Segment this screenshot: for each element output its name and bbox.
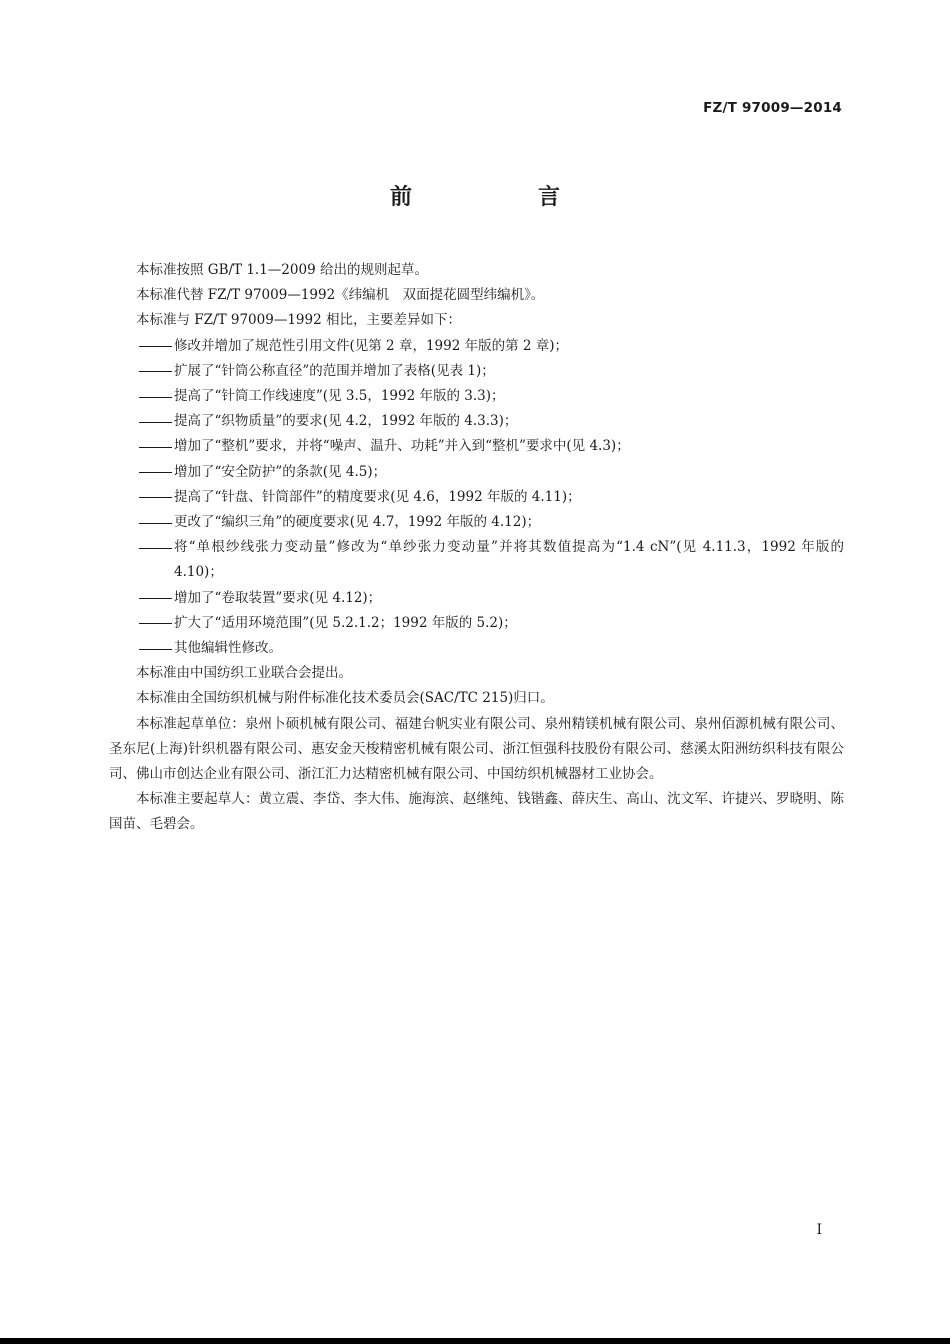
- committee-paragraph: 本标准由全国纺织机械与附件标准化技术委员会(SAC/TC 215)归口。: [136, 690, 554, 707]
- list-item: 增加了“整机”要求，并将“噪声、温升、功耗”并入到“整机”要求中(见 4.3)；: [109, 434, 844, 459]
- drafting-units-paragraph: 本标准起草单位：泉州卜硕机械有限公司、福建台帆实业有限公司、泉州精镁机械有限公司、泉州佰源机械有限公司、圣东尼(上海)针织机器有限公司、惠安金天梭精密机械有限公司、浙江恒强科技股份有限公司、慈溪太阳洲纺织科技有限公司、佛山市创达企业有限公司、浙江汇力达精密机械有限公司、中国纺织机械器材工业协会。: [109, 715, 844, 783]
- list-item: 扩大了“适用环境范围”(见 5.2.1.2；1992 年版的 5.2)；: [109, 611, 844, 636]
- page-number: I: [816, 1222, 822, 1238]
- replacement-paragraph: 本标准代替 FZ/T 97009—1992《纬编机 双面提花圆型纬编机》。: [136, 287, 545, 304]
- drafting-rule-paragraph: 本标准按照 GB/T 1.1—2009 给出的规则起草。: [136, 262, 428, 278]
- list-item: 将“单根纱线张力变动量”修改为“单纱张力变动量”并将其数值提高为“1.4 cN”(见 4.11.3，1992 年版的 4.10)；: [109, 535, 844, 585]
- dash-marker: [139, 422, 172, 423]
- list-item: 提高了“针盘、针筒部件”的精度要求(见 4.6，1992 年版的 4.11)；: [109, 485, 844, 510]
- dash-marker: [139, 523, 172, 524]
- dash-marker: [139, 598, 172, 599]
- dash-marker: [139, 447, 172, 448]
- standard-code: FZ/T 97009—2014: [703, 100, 842, 116]
- differences-intro-paragraph: 本标准与 FZ/T 97009—1992 相比，主要差异如下：: [136, 312, 461, 329]
- page-title: 前 言: [389, 185, 612, 210]
- dash-marker: [139, 371, 172, 372]
- dash-marker: [139, 497, 172, 498]
- proposer-paragraph: 本标准由中国纺织工业联合会提出。: [136, 665, 352, 682]
- list-item: 修改并增加了规范性引用文件(见第 2 章，1992 年版的第 2 章)；: [109, 334, 844, 359]
- foreword-body: [109, 258, 844, 838]
- drafters-paragraph: 本标准主要起草人：黄立震、李岱、李大伟、施海滨、赵继纯、钱锴鑫、薛庆生、高山、沈文军、许捷兴、罗晓明、陈国苗、毛碧会。: [109, 791, 844, 833]
- dash-marker: [139, 346, 172, 347]
- bottom-edge-bar: [0, 1338, 950, 1344]
- dash-marker: [139, 649, 172, 650]
- list-item: 增加了“安全防护”的条款(见 4.5)；: [109, 460, 844, 485]
- list-item: 其他编辑性修改。: [109, 636, 844, 661]
- list-item: 提高了“针筒工作线速度”(见 3.5，1992 年版的 3.3)；: [109, 384, 844, 409]
- list-item: 增加了“卷取装置”要求(见 4.12)；: [109, 586, 844, 611]
- list-item: 提高了“织物质量”的要求(见 4.2，1992 年版的 4.3.3)；: [109, 409, 844, 434]
- dash-marker: [139, 397, 172, 398]
- changes-list: [109, 334, 844, 662]
- dash-marker: [139, 548, 172, 549]
- list-item: 扩展了“针筒公称直径”的范围并增加了表格(见表 1)；: [109, 359, 844, 384]
- dash-marker: [139, 472, 172, 473]
- list-item: 更改了“编织三角”的硬度要求(见 4.7，1992 年版的 4.12)；: [109, 510, 844, 535]
- dash-marker: [139, 623, 172, 624]
